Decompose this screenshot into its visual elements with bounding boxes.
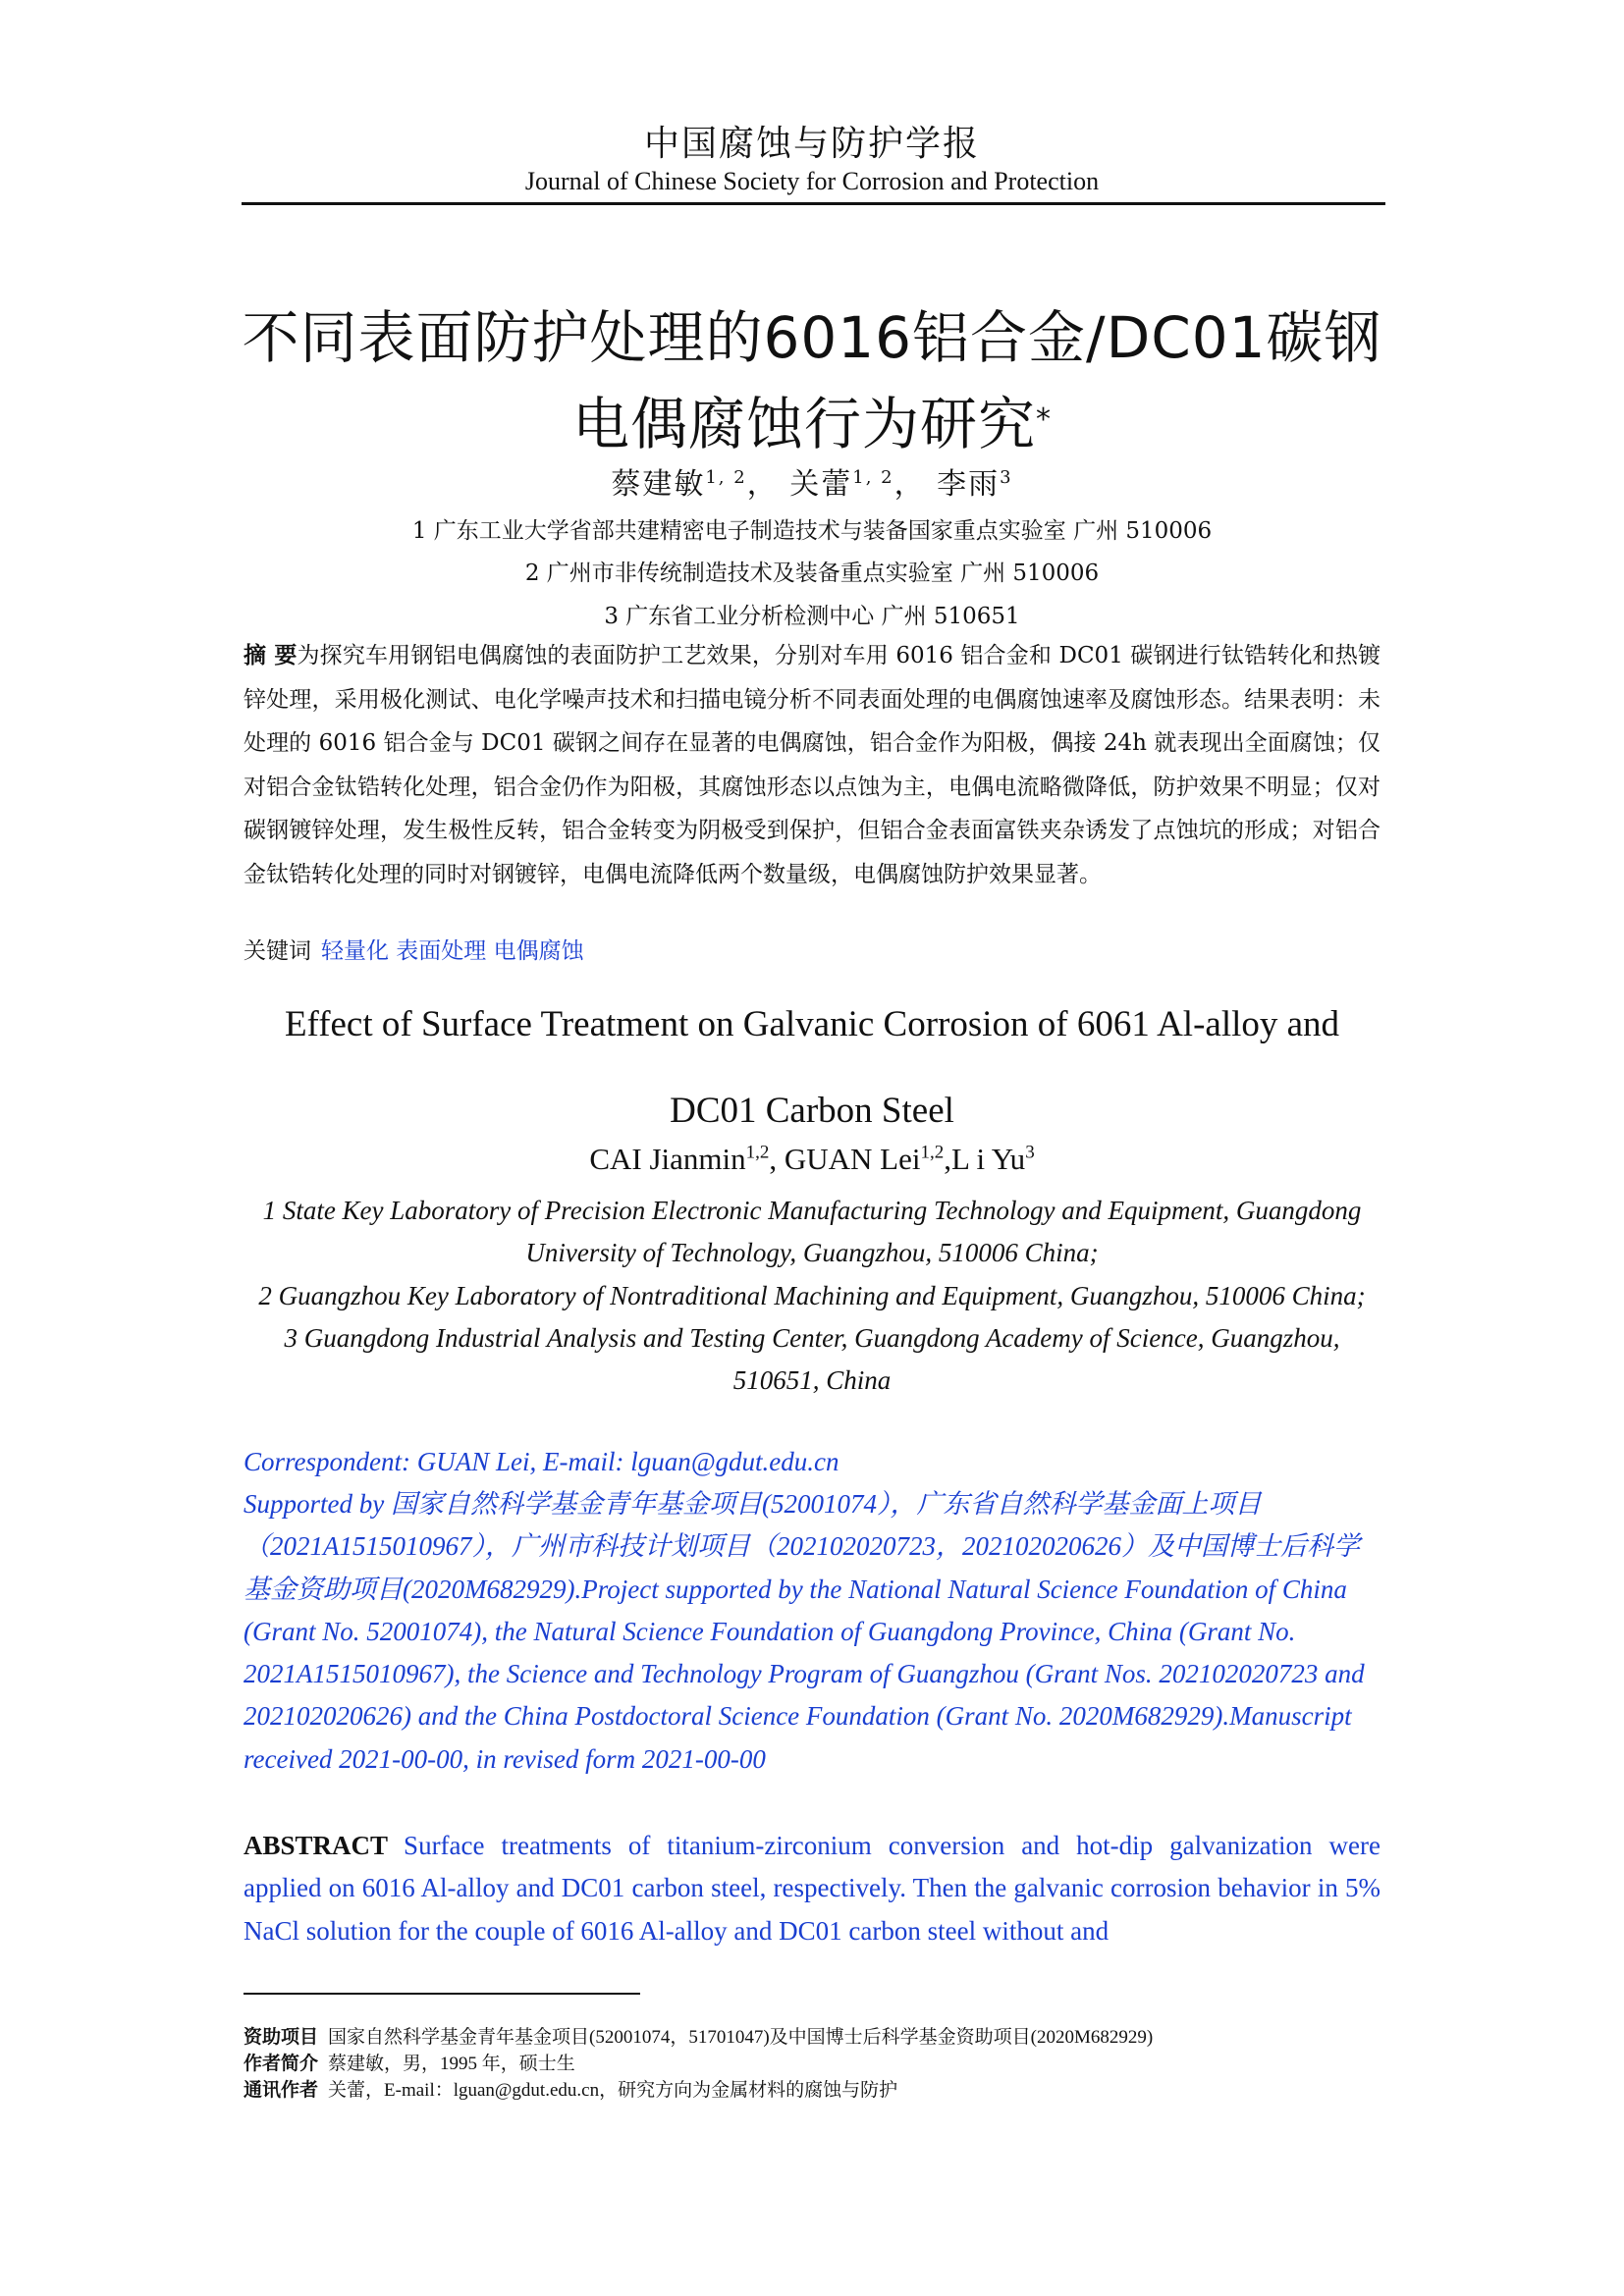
author-cn-affil: 1, 2 (852, 467, 894, 488)
affiliation-cn-2: 2 广州市非传统制造技术及装备重点实验室 广州 510006 (524, 561, 1100, 586)
abstract-cn-text: 为探究车用钢铝电偶腐蚀的表面防护工艺效果，分别对车用 6016 铝合金和 DC01 碳钢进行钛锆转化和热镀锌处理，采用极化测试、电化学噪声技术和扫描电镜分析不同表面处理的电偶腐蚀速率及腐蚀形态。结果表明：未处理的 6016 铝合金与 DC01 碳钢之间存在显著的电偶腐蚀，铝合金作为阳极，偶接 24h 就表现出全面腐蚀；仅对铝合金钛锆转化处理，铝合金仍作为阳极，其腐蚀形态以点蚀为主，电偶电流略微降低，防护效果不明显；仅对碳钢镀锌处理，发生极性反转，铝合金转变为阴极受到保护，但铝合金表面富铁夹杂诱发了点蚀坑的形成；对铝合金钛锆转化处理的同时对钢镀锌，电偶电流降低两个数量级，电偶腐蚀防护效果显著。 (244, 643, 1380, 887)
paper-title-en (244, 982, 1380, 1154)
keywords-cn (244, 933, 1380, 965)
footnote-label: 作者简介 (244, 2053, 319, 2074)
author-en: GUAN Lei (784, 1142, 921, 1176)
footnote-corresponding (244, 2077, 1380, 2104)
footnote-rule (244, 1993, 640, 1995)
author-en-affil: 3 (1025, 1142, 1035, 1163)
affiliation-en-1: 1 State Key Laboratory of Precision Electronic Manufacturing Technology and Equipment, Guangdong University of Technology, Guangzhou, 510006 China; (262, 1196, 1362, 1268)
author-cn: 李雨 (937, 467, 1001, 502)
journal-title-en: Journal of Chinese Society for Corrosion and Protection (524, 167, 1100, 195)
author-sep: , (769, 1142, 785, 1176)
author-sep: ， (893, 467, 926, 502)
author-cn: 关蕾 (789, 467, 853, 502)
authors-en (0, 1142, 1624, 1177)
footnote-text: 关蕾，E-mail：lguan@gdut.edu.cn，研究方向为金属材料的腐蚀与防护 (328, 2080, 898, 2101)
authors-cn (0, 459, 1624, 503)
header-rule (242, 202, 1385, 205)
paper-title-en-line2: DC01 Carbon Steel (670, 1091, 954, 1131)
abstract-en (244, 1825, 1380, 1952)
author-sep: , (944, 1142, 951, 1176)
title-footnote-mark: * (1036, 402, 1052, 437)
affiliation-cn-1: 1 广东工业大学省部共建精密电子制造技术与装备国家重点实验室 广州 510006 (411, 518, 1213, 544)
affiliation-en-2: 2 Guangzhou Key Laboratory of Nontraditional Machining and Equipment, Guangzhou, 510006 China; (258, 1280, 1366, 1310)
affiliation-cn-3: 3 广东省工业分析检测中心 广州 510651 (604, 604, 1020, 629)
author-cn: 蔡建敏 (611, 467, 706, 502)
paper-title-en-line1: Effect of Surface Treatment on Galvanic Corrosion of 6061 Al-alloy and (284, 1004, 1340, 1044)
footnote-author-bio (244, 2051, 1380, 2077)
author-en-affil: 1,2 (745, 1142, 770, 1163)
author-cn-affil: 3 (1000, 467, 1013, 488)
author-en: L i Yu (950, 1142, 1026, 1176)
footnote-label: 资助项目 (244, 2026, 319, 2048)
author-sep: ， (746, 467, 779, 502)
author-cn-affil: 1, 2 (705, 467, 747, 488)
abstract-en-text: Surface treatments of titanium-zirconium conversion and hot-dip galvanization were applied on 6016 Al-alloy and DC01 carbon steel, respectively. Then the galvanic corrosion behavior in 5% NaCl solution for the couple of 6016 Al-alloy and DC01 carbon steel without and (244, 1831, 1380, 1946)
abstract-en-label: ABSTRACT (244, 1831, 389, 1860)
abstract-cn-label: 摘 要 (244, 643, 298, 668)
correspondent: Correspondent: GUAN Lei, E-mail: lguan@gdut.edu.cn (244, 1447, 839, 1476)
author-en: CAI Jianmin (589, 1142, 746, 1176)
keywords-cn-label: 关键词 (244, 938, 311, 964)
footnote-funding (244, 2024, 1380, 2051)
footnote-text: 国家自然科学基金青年基金项目(52001074，51701047)及中国博士后科学基金资助项目(2020M682929) (328, 2027, 1154, 2048)
paper-title-cn (226, 294, 1398, 467)
footnotes (244, 2024, 1380, 2104)
abstract-cn (244, 634, 1380, 897)
paper-title-cn-line1: 不同表面防护处理的6016铝合金/DC01碳钢 (242, 304, 1382, 371)
affiliation-en-3: 3 Guangdong Industrial Analysis and Testing Center, Guangdong Academy of Science, Guangzhou, 510651, China (284, 1322, 1340, 1396)
affiliations-en (244, 1190, 1380, 1402)
supported-by: Supported by 国家自然科学基金青年基金项目(52001074），广东省自然科学基金面上项目（2021A1515010967），广州市科技计划项目（202102020723，202102020626）及中国博士后科学基金资助项目(2020M682929).Project supported by the National Natural Science Foundation of China (Grant No. 52001074), the Natural Science Foundation of Guangdong Province, China (Grant No. 2021A1515010967), the Science and Technology Program of Guangzhou (Grant Nos. 202102020723 and 202102020626) and the China Postdoctoral Science Foundation (Grant No. 2020M682929).Manuscript received 2021-00-00, in revised form 2021-00-00 (244, 1489, 1365, 1774)
keywords-cn-value: 轻量化 表面处理 电偶腐蚀 (321, 938, 584, 964)
footnote-label: 通讯作者 (244, 2079, 319, 2101)
paper-title-cn-line2 (226, 381, 1398, 467)
author-en-affil: 1,2 (920, 1142, 945, 1163)
footnote-text: 蔡建敏，男，1995 年，硕士生 (328, 2054, 575, 2074)
paper-title-cn-line2-text: 电偶腐蚀行为研究 (571, 391, 1036, 457)
journal-title-cn: 中国腐蚀与防护学报 (643, 124, 980, 164)
